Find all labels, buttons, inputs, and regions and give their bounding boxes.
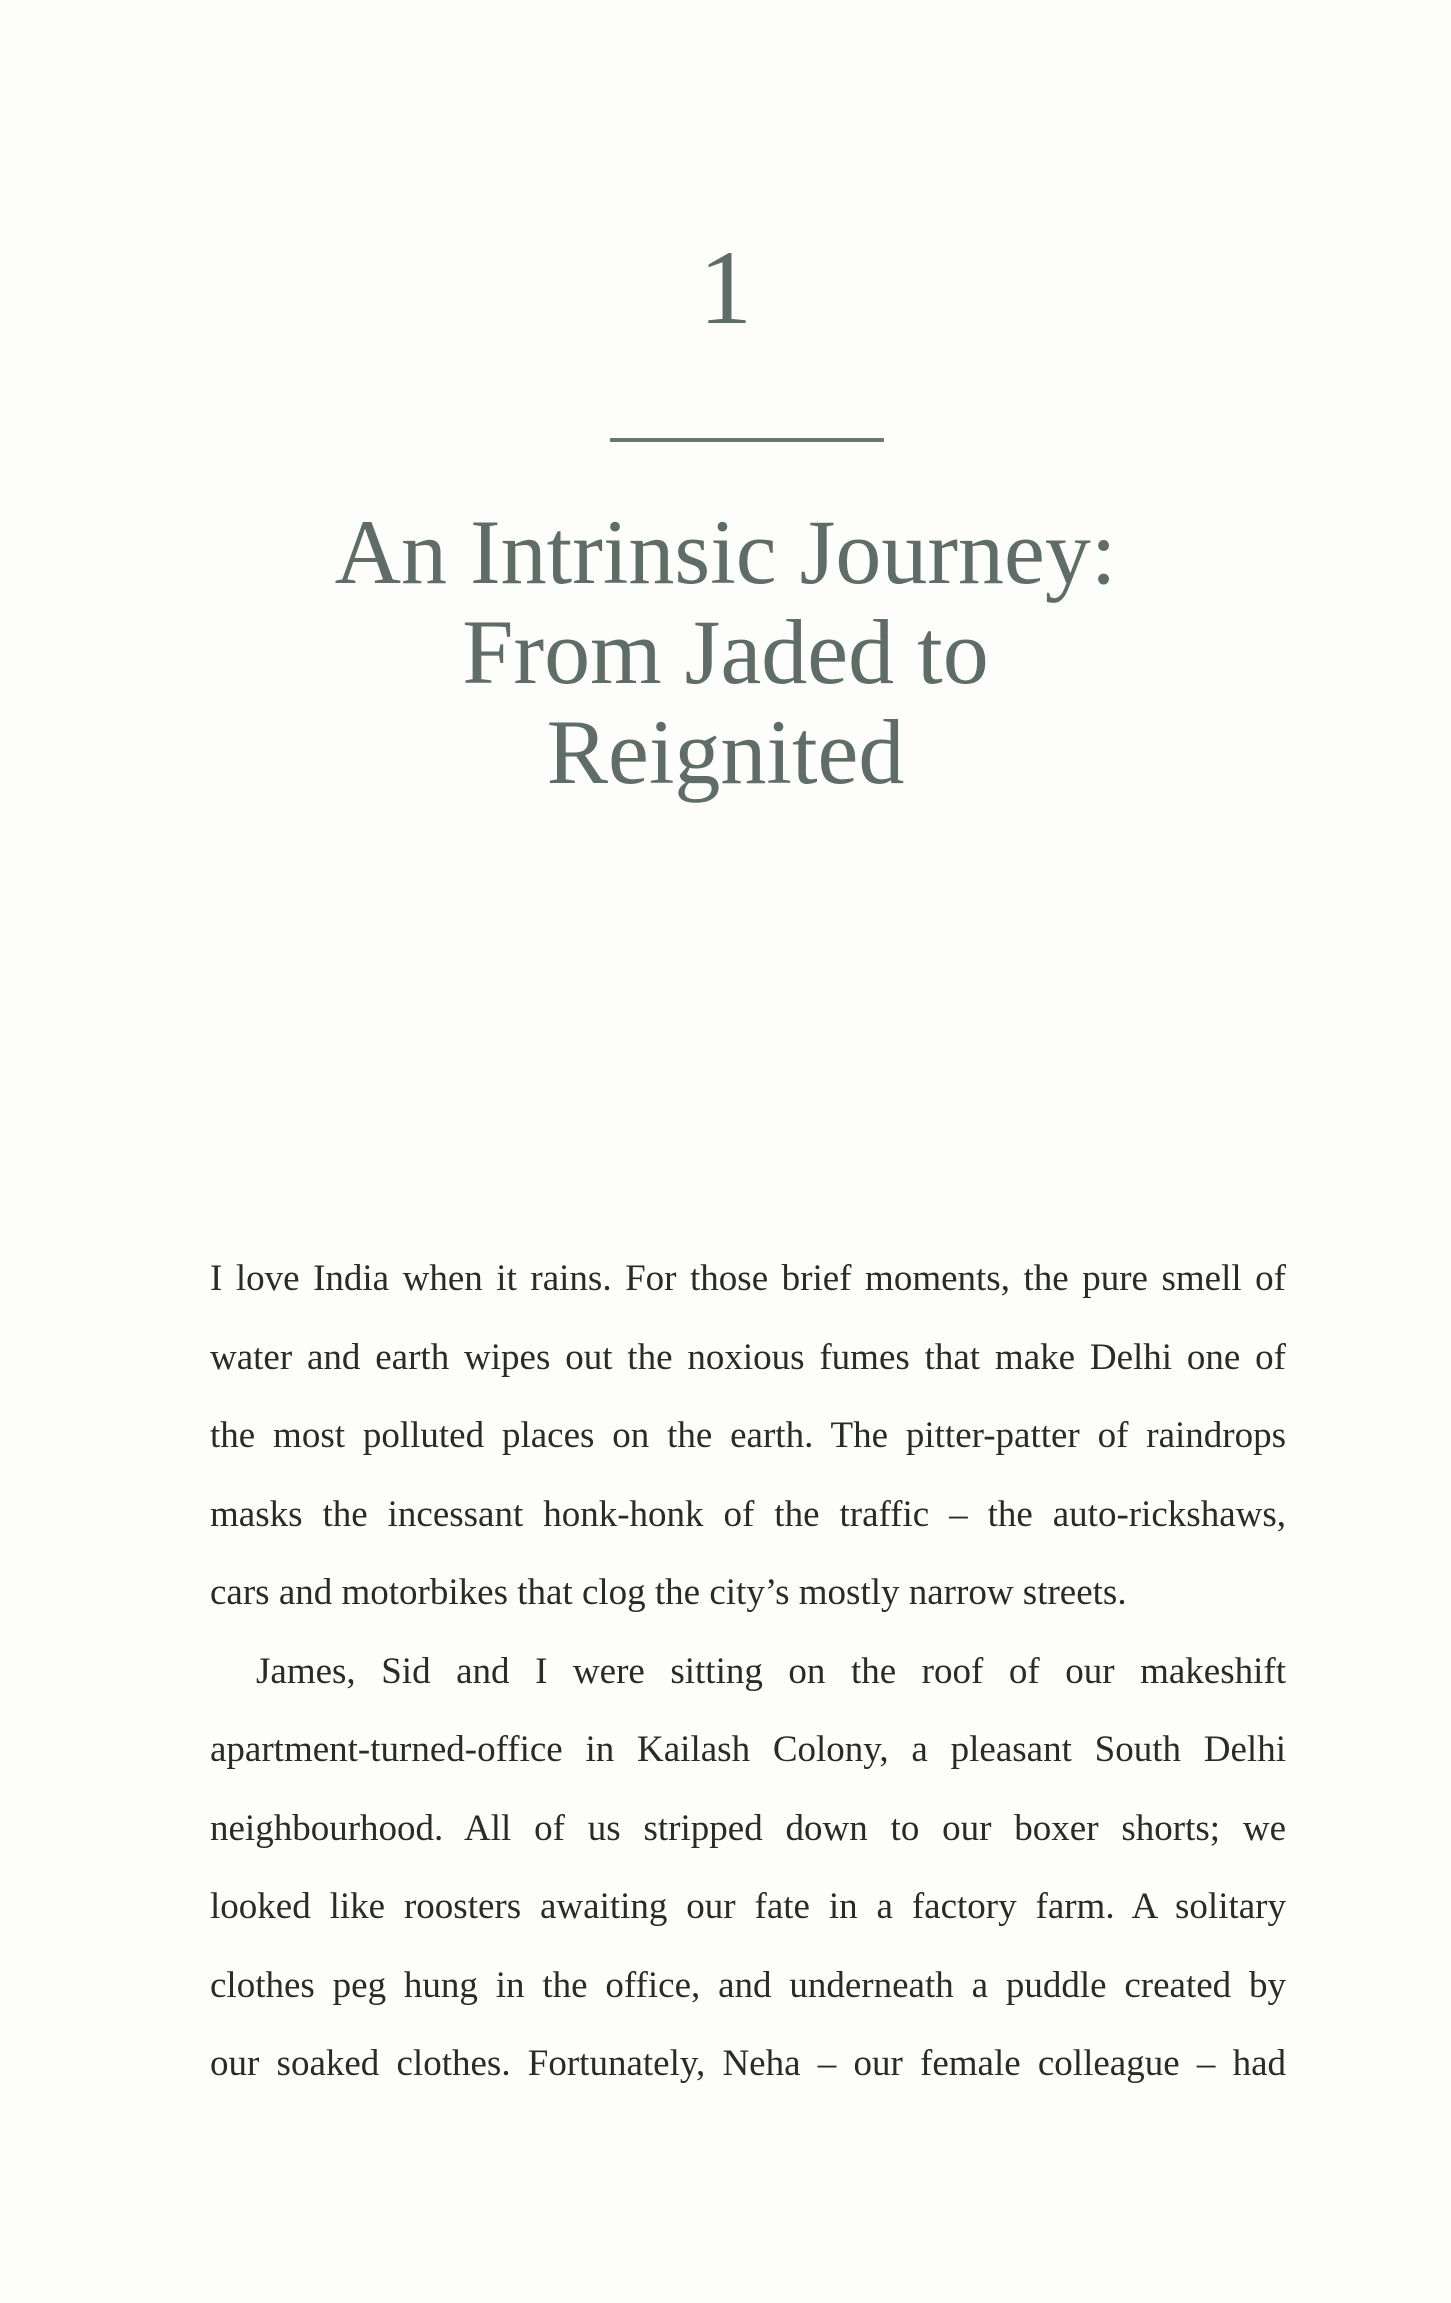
text-line: water and earth wipes out the noxious fumes that make Delhi one of (210, 1336, 1286, 1378)
text-line: looked like roosters awaiting our fate in a factory farm. A solitary (210, 1886, 1286, 1927)
text-line: masks the incessant honk-honk of the traffic – the auto-rickshaws, (210, 1493, 1286, 1535)
chapter-title-line: An Intrinsic Journey: (334, 501, 1117, 603)
chapter-title-line: From Jaded to (462, 601, 989, 703)
paragraph-2 (210, 1633, 1286, 2104)
text-line: the most polluted places on the earth. The pitter-patter of raindrops (210, 1415, 1286, 1456)
chapter-title-line: Reignited (546, 701, 905, 803)
chapter-divider (610, 438, 884, 442)
text-line: apartment-turned-office in Kailash Colony, a pleasant South Delhi (210, 1729, 1286, 1770)
text-line: James, Sid and I were sitting on the roof of our makeshift (256, 1650, 1286, 1692)
chapter-number: 1 (699, 229, 752, 346)
text-line: I love India when it rains. For those brief moments, the pure smell of (210, 1258, 1286, 1299)
text-line: our soaked clothes. Fortunately, Neha – our female colleague – had (210, 2043, 1286, 2084)
chapter-title (0, 502, 1451, 802)
paragraph-1 (210, 1240, 1286, 1633)
text-line: clothes peg hung in the office, and underneath a puddle created by (210, 1964, 1286, 2006)
text-line: cars and motorbikes that clog the city’s mostly narrow streets. (210, 1572, 1127, 1613)
body-text (210, 1240, 1286, 2104)
text-line: neighbourhood. All of us stripped down to our boxer shorts; we (210, 1807, 1286, 1849)
